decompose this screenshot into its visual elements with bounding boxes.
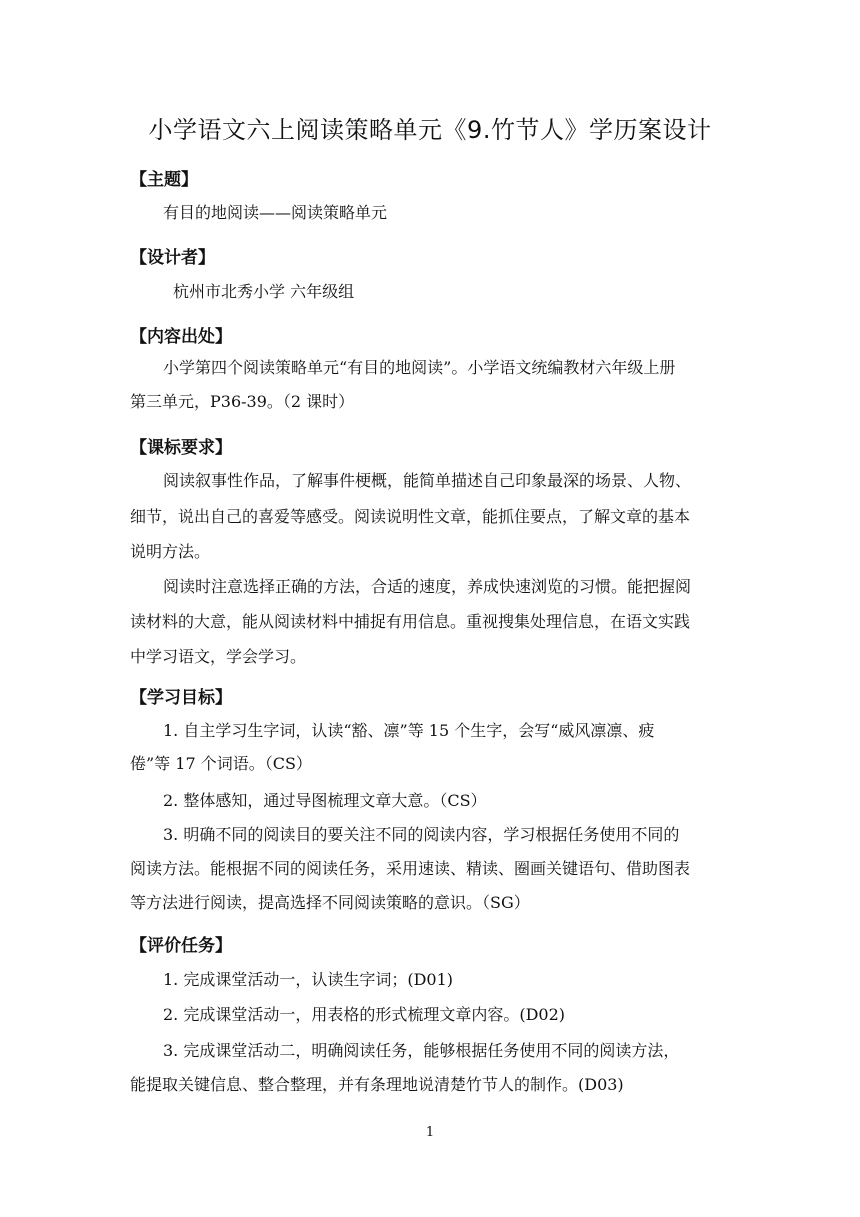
goal-line-2: 倦”等 17 个词语。（CS）: [130, 754, 312, 773]
source-line-1: 小学第四个阅读策略单元“有目的地阅读”。小学语文统编教材六年级上册: [163, 358, 676, 377]
assessment-line-1: 1. 完成课堂活动一，认读生字词；(D01): [163, 970, 454, 989]
source-line-2: 第三单元，P36-39。（2 课时）: [130, 392, 355, 411]
section-heading-curriculum: 【课标要求】: [130, 438, 232, 458]
goal-line-1: 1. 自主学习生字词，认读“豁、凛”等 15 个生字，会写“威风凛凛、疲: [163, 721, 655, 740]
section-heading-source: 【内容出处】: [130, 327, 232, 347]
goal-line-5: 阅读方法。能根据不同的阅读任务，采用速读、精读、圈画关键语句、借助图表: [130, 859, 691, 878]
goal-line-3: 2. 整体感知，通过导图梳理文章大意。（CS）: [163, 791, 487, 810]
section-heading-designer: 【设计者】: [130, 248, 215, 268]
assessment-line-2: 2. 完成课堂活动一，用表格的形式梳理文章内容。(D02): [163, 1005, 566, 1024]
page-number: 1: [425, 1125, 435, 1140]
curriculum-line-1: 阅读叙事性作品，了解事件梗概，能简单描述自己印象最深的场景、人物、: [163, 471, 692, 490]
curriculum-line-3: 说明方法。: [130, 542, 211, 561]
curriculum-line-5: 读材料的大意，能从阅读材料中捕捉有用信息。重视搜集处理信息，在语文实践: [130, 612, 691, 631]
document-title: 小学语文六上阅读策略单元《9.竹节人》学历案设计: [148, 116, 712, 144]
theme-text: 有目的地阅读——阅读策略单元: [163, 203, 388, 222]
curriculum-line-2: 细节，说出自己的喜爱等感受。阅读说明性文章，能抓住要点，了解文章的基本: [130, 507, 691, 526]
designer-text: 杭州市北秀小学 六年级组: [173, 282, 355, 301]
curriculum-line-6: 中学习语文，学会学习。: [130, 647, 307, 666]
curriculum-line-4: 阅读时注意选择正确的方法，合适的速度，养成快速浏览的习惯。能把握阅: [163, 577, 692, 596]
goal-line-6: 等方法进行阅读，提高选择不同阅读策略的意识。（SG）: [130, 893, 530, 912]
assessment-line-3: 3. 完成课堂活动二，明确阅读任务，能够根据任务使用不同的阅读方法，: [163, 1041, 680, 1060]
assessment-line-4: 能提取关键信息、整合整理，并有条理地说清楚竹节人的制作。(D03): [130, 1075, 624, 1094]
section-heading-goals: 【学习目标】: [130, 688, 232, 708]
section-heading-assessment: 【评价任务】: [130, 936, 232, 956]
goal-line-4: 3. 明确不同的阅读目的要关注不同的阅读内容，学习根据任务使用不同的: [163, 825, 680, 844]
section-heading-theme: 【主题】: [130, 170, 198, 190]
